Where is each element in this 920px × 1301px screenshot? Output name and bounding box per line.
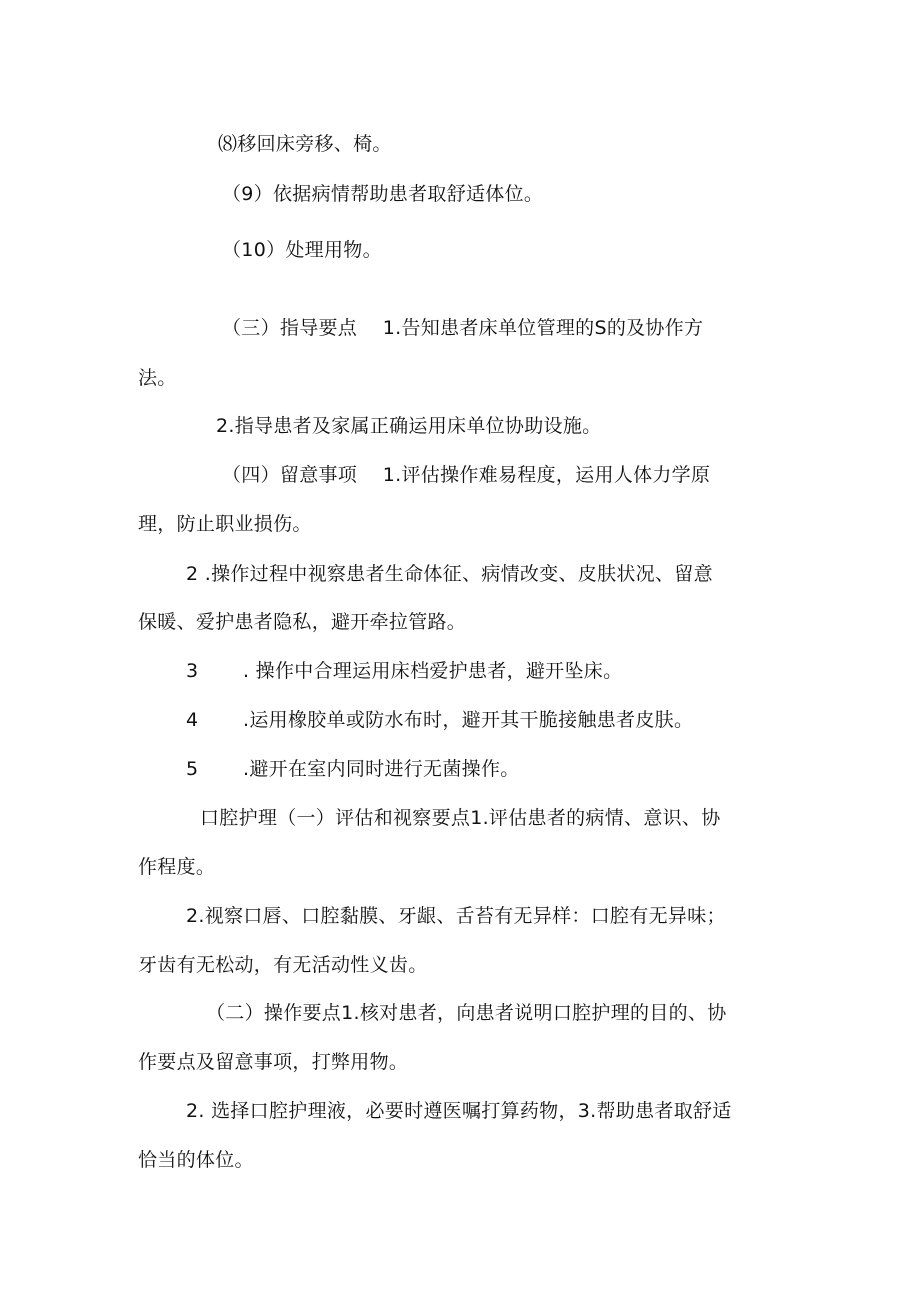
text-line: ⑻移回床旁移、椅。	[218, 133, 392, 155]
list-number: 4	[186, 709, 199, 731]
text-line: 保暖、爱护患者隐私，避开牵拉管路。	[138, 611, 467, 633]
text-line: 2. 选择口腔护理液，必要时遵医嘱打算药物，3.帮助患者取舒适	[186, 1100, 732, 1122]
text-line: 法。	[138, 367, 177, 389]
text-line: 作要点及留意事项，打弊用物。	[138, 1051, 409, 1073]
text-line: .避开在室内同时进行无菌操作。	[243, 758, 520, 780]
text-line: 2 .操作过程中视察患者生命体征、病情改变、皮肤状况、留意	[186, 563, 713, 585]
text-line: 恰当的体位。	[138, 1149, 254, 1171]
text-line: 2.指导患者及家属正确运用床单位协助设施。	[216, 415, 602, 437]
text-line: . 操作中合理运用床档爱护患者，避开坠床。	[243, 660, 623, 682]
text-line: 作程度。	[138, 856, 216, 878]
list-number: 5	[186, 758, 199, 780]
text-line: .运用橡胶单或防水布时，避开其干脆接触患者皮肤。	[243, 709, 694, 731]
text-line: （二）操作要点1.核对患者，向患者说明口腔护理的目的、协	[206, 1002, 727, 1024]
text-line: 口腔护理（一）评估和视察要点1.评估患者的病情、意识、协	[200, 807, 721, 829]
text-line: 理，防止职业损伤。	[138, 513, 312, 535]
text-line: 牙齿有无松动，有无活动性义齿。	[138, 954, 428, 976]
text-line: 2.视察口唇、口腔黏膜、牙龈、舌苔有无异样：口腔有无异味；	[186, 905, 726, 927]
text-line: （三）指导要点 1.告知患者床单位管理的S的及协作方	[222, 317, 704, 339]
text-line: （10）处理用物。	[222, 239, 382, 261]
list-number: 3	[186, 660, 199, 682]
text-line: （9）依据病情帮助患者取舒适体位。	[222, 183, 544, 205]
text-line: （四）留意事项 1.评估操作难易程度，运用人体力学原	[222, 464, 711, 486]
